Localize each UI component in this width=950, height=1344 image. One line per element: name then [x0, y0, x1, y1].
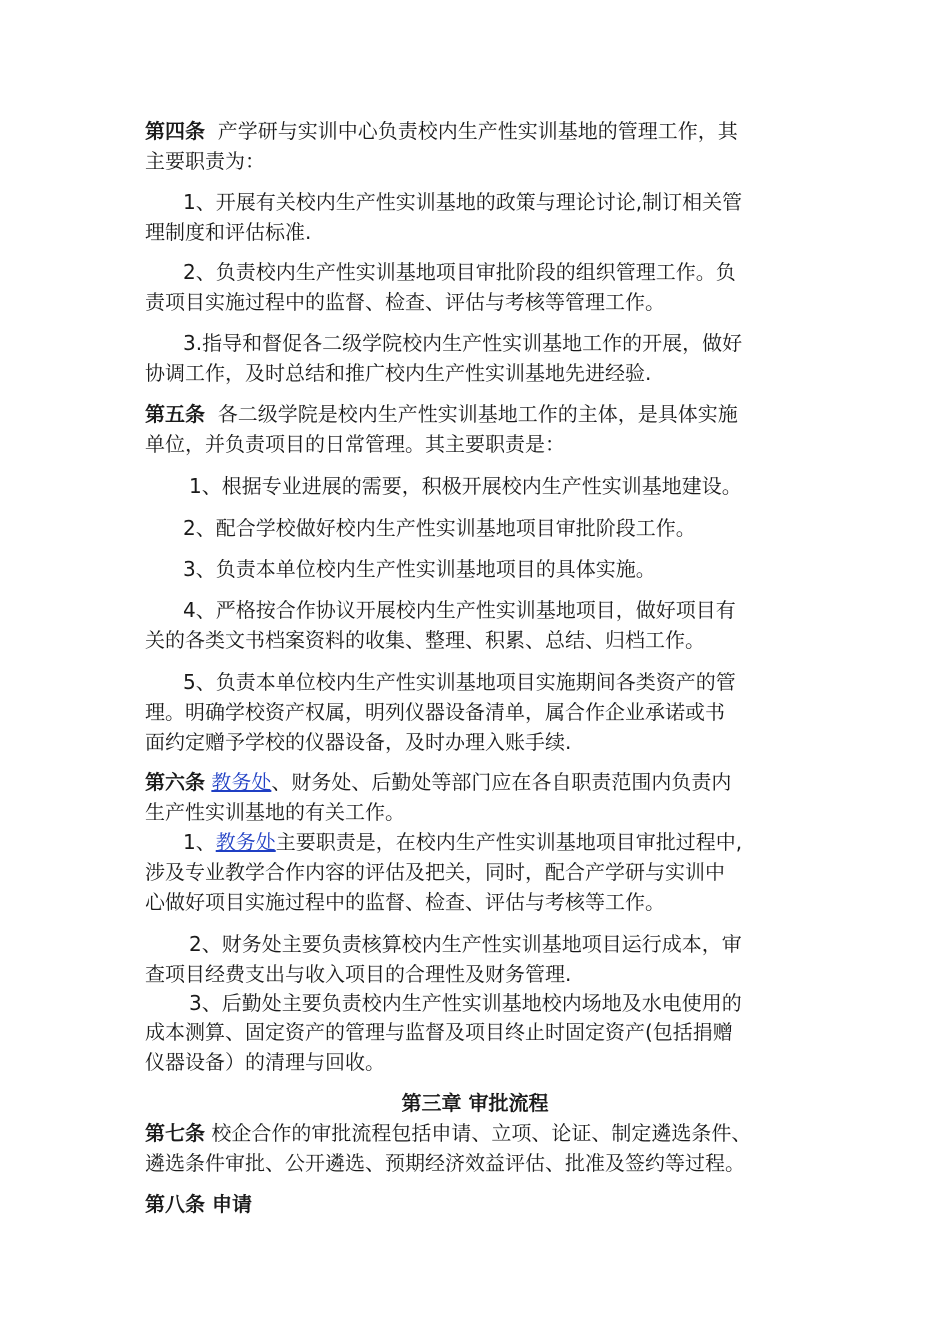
academic-affairs-link[interactable]: 教务处: [211, 770, 272, 794]
art7-text: 校企合作的审批流程包括申请、立项、论证、制定遴选条件、: [211, 1121, 752, 1145]
art5-line2: 单位，并负责项目的日常管理。其主要职责是：: [145, 432, 565, 456]
art5-item3: 3、负责本单位校内生产性实训基地项目的具体实施。: [183, 557, 656, 581]
art4-text: 产学研与实训中心负责校内生产性实训基地的管理工作，其: [217, 119, 738, 143]
art7-heading: 第七条: [145, 1121, 205, 1145]
art6-item1-text: 主要职责是，在校内生产性实训基地项目审批过程中,: [275, 830, 743, 854]
art4-item3-cont: 协调工作，及时总结和推广校内生产性实训基地先进经验.: [145, 361, 652, 385]
art6-item1-number: 1、: [183, 830, 216, 854]
art5-heading: 第五条: [145, 402, 205, 426]
art7-line2: 遴选条件审批、公开遴选、预期经济效益评估、批准及签约等过程。: [145, 1151, 745, 1175]
art6-text: 、财务处、后勤处等部门应在各自职责范围内负责内: [271, 770, 732, 794]
art5-text: 各二级学院是校内生产性实训基地工作的主体，是具体实施: [217, 402, 738, 426]
art5-item5: 5、负责本单位校内生产性实训基地项目实施期间各类资产的管: [183, 670, 736, 694]
art6-line1: [145, 767, 815, 797]
art4-line1: [145, 116, 815, 146]
art5-item1: 1、根据专业进展的需要，积极开展校内生产性实训基地建设。: [189, 474, 742, 498]
art6-item1-cont2: 心做好项目实施过程中的监督、检查、评估与考核等工作。: [145, 890, 665, 914]
art4-line2: 主要职责为：: [145, 149, 265, 173]
academic-affairs-link-2[interactable]: 教务处: [215, 830, 276, 854]
art6-item3-cont1: 成本测算、固定资产的管理与监督及项目终止时固定资产(包括捐赠: [145, 1020, 733, 1044]
art5-item5-cont2: 面约定赠予学校的仪器设备，及时办理入账手续.: [145, 730, 572, 754]
art6-item3: 3、后勤处主要负责校内生产性实训基地校内场地及水电使用的: [189, 991, 742, 1015]
art5-item2: 2、配合学校做好校内生产性实训基地项目审批阶段工作。: [183, 516, 696, 540]
art4-item3: 3.指导和督促各二级学院校内生产性实训基地工作的开展，做好: [183, 331, 743, 355]
art6-heading: 第六条: [145, 770, 205, 794]
art4-item2-cont: 责项目实施过程中的监督、检查、评估与考核等管理工作。: [145, 290, 665, 314]
art4-item1-cont: 理制度和评估标准.: [145, 220, 312, 244]
art5-item4: 4、严格按合作协议开展校内生产性实训基地项目，做好项目有: [183, 598, 736, 622]
art6-item2: 2、财务处主要负责核算校内生产性实训基地项目运行成本，审: [189, 932, 742, 956]
art6-item1-cont1: 涉及专业教学合作内容的评估及把关，同时，配合产学研与实训中: [145, 860, 725, 884]
art6-item3-cont2: 仪器设备）的清理与回收。: [145, 1050, 385, 1074]
art6-item2-cont: 查项目经费支出与收入项目的合理性及财务管理.: [145, 962, 572, 986]
art5-item5-cont1: 理。明确学校资产权属，明列仪器设备清单，属合作企业承诺或书: [145, 700, 725, 724]
art5-item4-cont: 关的各类文书档案资料的收集、整理、积累、总结、归档工作。: [145, 628, 705, 652]
art6-item1: [183, 827, 823, 857]
art5-line1: [145, 399, 815, 429]
art6-line2: 生产性实训基地的有关工作。: [145, 800, 405, 824]
art4-heading: 第四条: [145, 119, 205, 143]
chapter-title: 第三章 审批流程: [401, 1091, 549, 1115]
art4-item1: 1、开展有关校内生产性实训基地的政策与理论讨论,制订相关管: [183, 190, 743, 214]
art4-item2: 2、负责校内生产性实训基地项目审批阶段的组织管理工作。负: [183, 260, 736, 284]
art7-line1: [145, 1118, 815, 1148]
art8-heading: 第八条 申请: [145, 1192, 252, 1216]
